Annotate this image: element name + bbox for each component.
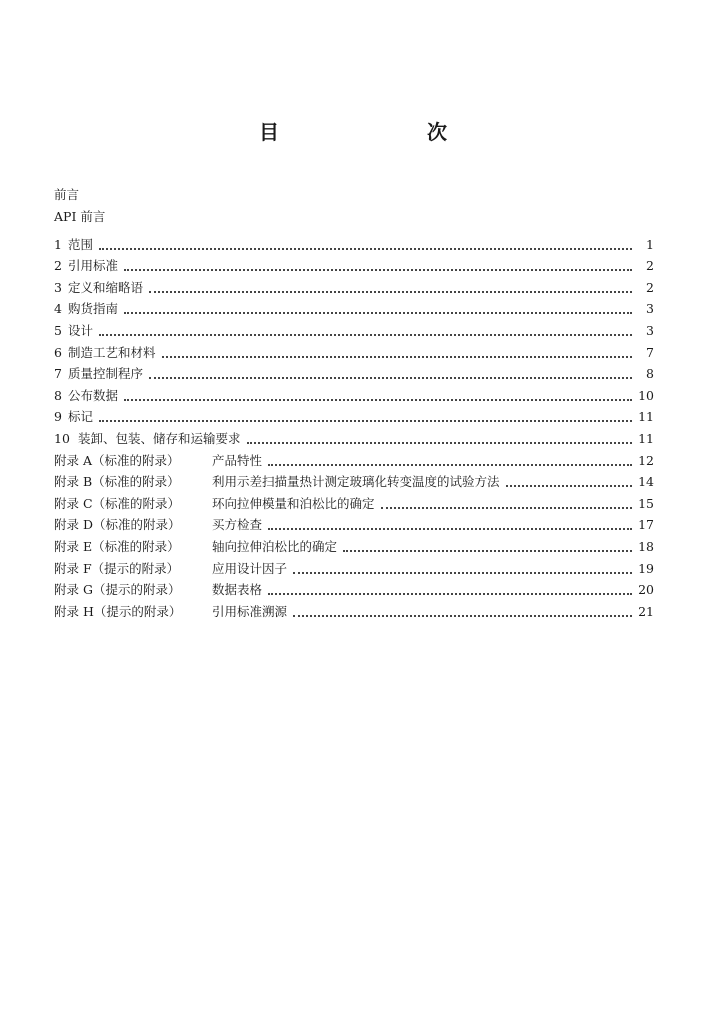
toc-entry-number: 9: [54, 409, 62, 425]
toc-entry: [54, 382, 654, 404]
annex-title: 环向拉伸模量和泊松比的确定: [212, 495, 375, 511]
dot-leader: [149, 291, 632, 293]
toc-entry-page: 11: [638, 409, 654, 425]
toc-entry-page: 1: [646, 236, 654, 252]
dot-leader: [124, 399, 632, 401]
toc-entry-number: 6: [54, 344, 62, 360]
toc-entry-page: 12: [638, 452, 654, 468]
annex-label: 附录 A（标准的附录）: [54, 452, 180, 468]
annex-title: 引用标准溯源: [212, 603, 288, 619]
toc-entry-title: 标记: [68, 409, 94, 425]
toc-entry-page: 7: [646, 344, 654, 360]
toc-entry-title: 范围: [68, 236, 94, 252]
toc-entry-page: 2: [646, 279, 654, 295]
toc-annex-entry: [54, 555, 654, 577]
dot-leader: [124, 269, 632, 271]
toc-entry-page: 3: [646, 301, 654, 317]
toc-entry-title: 公布数据: [68, 387, 119, 403]
annex-label: 附录 C（标准的附录）: [54, 495, 181, 511]
toc-entry-page: 10: [638, 387, 654, 403]
annex-label: 附录 F（提示的附录）: [54, 560, 180, 576]
table-of-contents: [54, 231, 654, 620]
toc-entry: [54, 317, 654, 339]
toc-annex-entry: [54, 533, 654, 555]
toc-entry: [54, 339, 654, 361]
annex-title: 产品特性: [212, 452, 263, 468]
annex-label: 附录 B（标准的附录）: [54, 474, 180, 490]
annex-title: 买方检查: [212, 517, 263, 533]
toc-foreword: 前言: [54, 187, 80, 202]
dot-leader: [99, 334, 632, 336]
toc-entry: [54, 361, 654, 383]
toc-entry: [54, 296, 654, 318]
dot-leader: [149, 377, 632, 379]
toc-entry-number: 8: [54, 387, 62, 403]
dot-leader: [99, 420, 632, 422]
toc-entry-title: 购货指南: [68, 301, 119, 317]
toc-entry-title: 定义和缩略语: [68, 279, 144, 295]
annex-label: 附录 D（标准的附录）: [54, 517, 181, 533]
toc-entry-title: 装卸、包装、储存和运输要求: [78, 430, 241, 446]
dot-leader: [124, 312, 632, 314]
toc-annex-entry: [54, 447, 654, 469]
toc-entry-page: 20: [638, 582, 654, 598]
toc-annex-entry: [54, 512, 654, 534]
toc-entry-page: 15: [638, 495, 654, 511]
dot-leader: [343, 550, 632, 552]
toc-entry-number: 3: [54, 279, 62, 295]
toc-entry: [54, 274, 654, 296]
annex-title: 应用设计因子: [212, 560, 288, 576]
annex-title: 轴向拉伸泊松比的确定: [212, 538, 338, 554]
dot-leader: [268, 528, 632, 530]
toc-api-foreword: API 前言: [54, 209, 106, 224]
dot-leader: [293, 615, 632, 617]
toc-entry-page: 14: [638, 474, 654, 490]
dot-leader: [162, 356, 632, 358]
toc-entry: [54, 425, 654, 447]
annex-title: 数据表格: [212, 582, 263, 598]
toc-entry-number: 1: [54, 236, 62, 252]
toc-entry-number: 5: [54, 322, 62, 338]
dot-leader: [268, 464, 632, 466]
toc-entry-page: 19: [638, 560, 654, 576]
toc-entry-number: 7: [54, 366, 62, 382]
dot-leader: [381, 507, 632, 509]
toc-annex-entry: [54, 469, 654, 491]
toc-entry-title: 质量控制程序: [68, 366, 144, 382]
toc-annex-entry: [54, 490, 654, 512]
toc-entry: [54, 231, 654, 253]
toc-entry-page: 18: [638, 538, 654, 554]
toc-entry-page: 11: [638, 430, 654, 446]
dot-leader: [247, 442, 632, 444]
toc-entry-title: 设计: [68, 322, 94, 338]
toc-entry: [54, 253, 654, 275]
toc-entry-page: 21: [638, 603, 654, 619]
annex-label: 附录 E（标准的附录）: [54, 538, 180, 554]
toc-entry-page: 2: [646, 258, 654, 274]
toc-entry: [54, 404, 654, 426]
toc-entry-title: 制造工艺和材料: [68, 344, 156, 360]
toc-entry-number: 2: [54, 258, 62, 274]
toc-entry-page: 17: [638, 517, 654, 533]
dot-leader: [293, 572, 632, 574]
toc-annex-entry: [54, 598, 654, 620]
dot-leader: [506, 485, 632, 487]
toc-entry-number: 4: [54, 301, 62, 317]
toc-entry-number: 10: [54, 430, 70, 446]
annex-label: 附录 G（提示的附录）: [54, 582, 181, 598]
dot-leader: [99, 248, 632, 250]
annex-label: 附录 H（提示的附录）: [54, 603, 182, 619]
page-title: 目 次: [259, 120, 483, 144]
toc-entry-title: 引用标准: [68, 258, 119, 274]
toc-entry-page: 8: [646, 366, 654, 382]
dot-leader: [268, 593, 632, 595]
annex-title: 利用示差扫描量热计测定玻璃化转变温度的试验方法: [212, 474, 500, 490]
toc-annex-entry: [54, 577, 654, 599]
toc-entry-page: 3: [646, 322, 654, 338]
